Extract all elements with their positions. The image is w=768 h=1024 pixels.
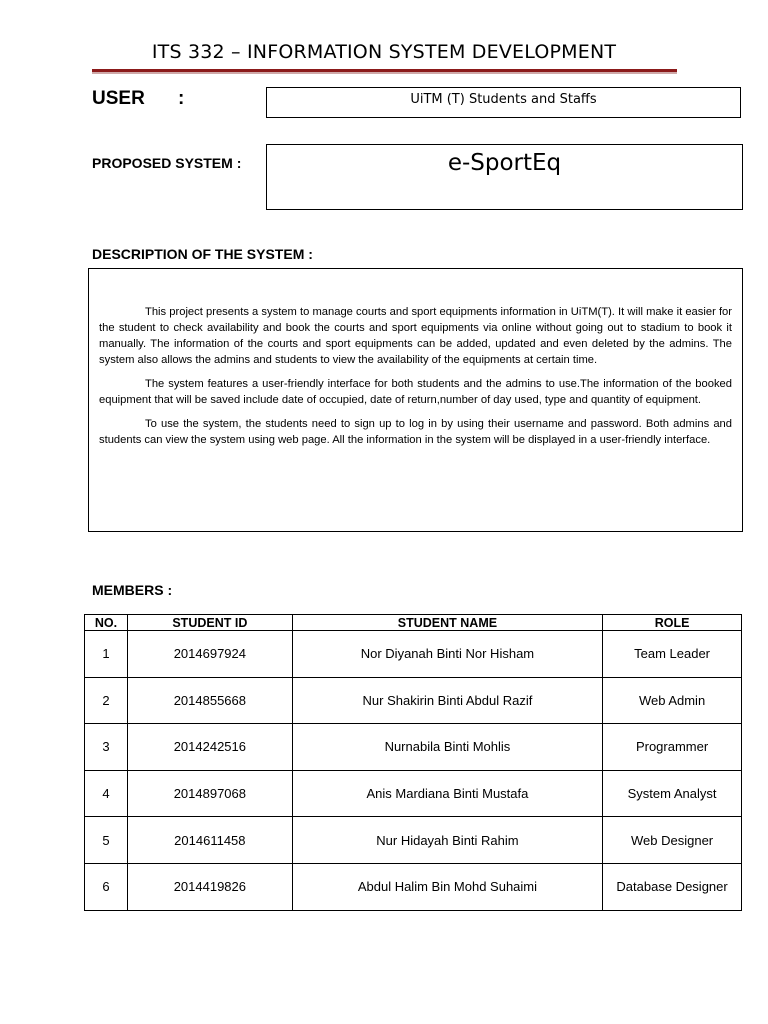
description-box xyxy=(88,268,743,532)
cell-role: System Analyst xyxy=(603,770,742,817)
table-row xyxy=(85,863,742,910)
cell-student-name: Nur Shakirin Binti Abdul Razif xyxy=(292,677,602,724)
cell-student-name: Abdul Halim Bin Mohd Suhaimi xyxy=(292,863,602,910)
cell-student-id: 2014419826 xyxy=(127,863,292,910)
cell-no: 3 xyxy=(85,724,128,771)
table-row xyxy=(85,817,742,864)
cell-student-id: 2014242516 xyxy=(127,724,292,771)
title-underline-shadow xyxy=(92,72,677,74)
cell-role: Programmer xyxy=(603,724,742,771)
description-paragraph: This project presents a system to manage courts and sport equipments information in UiTM(T). It will make it easier for the student to check availability and book the courts and sport equipments via online without going out to stadium to book it manually. The information of the courts and sport equipments can be added, updated and even deleted by the admins. The system also allows the admins and students to view the availability of the equipments at certain time. xyxy=(99,306,732,366)
cell-role: Team Leader xyxy=(603,631,742,678)
table-row xyxy=(85,724,742,771)
members-label: MEMBERS : xyxy=(92,582,173,598)
cell-student-name: Nurnabila Binti Mohlis xyxy=(292,724,602,771)
cell-no: 2 xyxy=(85,677,128,724)
user-value-box: UiTM (T) Students and Staffs xyxy=(266,87,741,118)
cell-role: Database Designer xyxy=(603,863,742,910)
column-header-no: NO. xyxy=(85,615,128,631)
cell-student-id: 2014855668 xyxy=(127,677,292,724)
column-header-student-name: STUDENT NAME xyxy=(292,615,602,631)
description-paragraph: To use the system, the students need to sign up to log in by using their username and password. Both admins and students can view the system using web page. All the information in the system will be displayed in a user-friendly interface. xyxy=(99,418,732,446)
table-header-row xyxy=(85,615,742,631)
cell-no: 1 xyxy=(85,631,128,678)
cell-student-id: 2014611458 xyxy=(127,817,292,864)
description-paragraph: The system features a user-friendly interface for both students and the admins to use.The information of the booked equipment that will be saved include date of occupied, date of return,number of day used, type and quantity of equipment. xyxy=(99,378,732,406)
cell-student-id: 2014697924 xyxy=(127,631,292,678)
cell-no: 5 xyxy=(85,817,128,864)
document-title: ITS 332 – INFORMATION SYSTEM DEVELOPMENT xyxy=(151,41,617,63)
user-label: USER xyxy=(92,88,145,109)
user-colon: : xyxy=(178,88,185,109)
cell-student-name: Nor Diyanah Binti Nor Hisham xyxy=(292,631,602,678)
proposed-system-label: PROPOSED SYSTEM : xyxy=(92,155,242,171)
cell-role: Web Designer xyxy=(603,817,742,864)
cell-no: 4 xyxy=(85,770,128,817)
cell-role: Web Admin xyxy=(603,677,742,724)
column-header-role: ROLE xyxy=(603,615,742,631)
members-table xyxy=(84,614,742,911)
cell-student-name: Nur Hidayah Binti Rahim xyxy=(292,817,602,864)
column-header-student-id: STUDENT ID xyxy=(127,615,292,631)
table-row xyxy=(85,677,742,724)
table-row xyxy=(85,631,742,678)
table-row xyxy=(85,770,742,817)
cell-student-id: 2014897068 xyxy=(127,770,292,817)
cell-no: 6 xyxy=(85,863,128,910)
description-label: DESCRIPTION OF THE SYSTEM : xyxy=(92,246,313,262)
cell-student-name: Anis Mardiana Binti Mustafa xyxy=(292,770,602,817)
proposed-system-value-box: e-SportEq xyxy=(266,144,743,210)
